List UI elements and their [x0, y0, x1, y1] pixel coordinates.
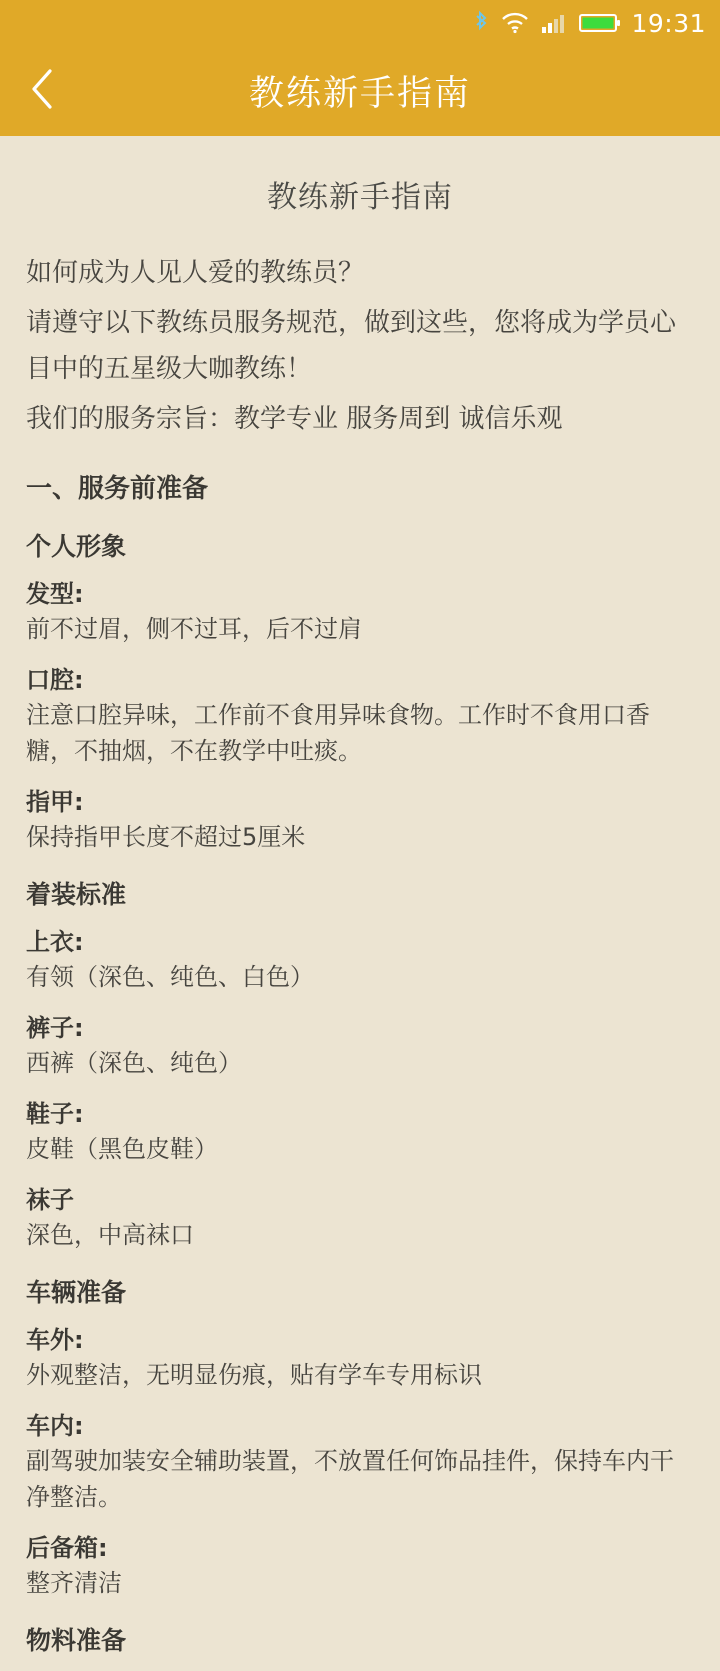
list-item [26, 925, 694, 995]
item-text: 注意口腔异味，工作前不食用异味食物。工作时不食用口香糖，不抽烟，不在教学中吐痰。 [26, 701, 650, 765]
document-title: 教练新手指南 [267, 180, 453, 215]
list-item [26, 1183, 694, 1253]
list-item [26, 1323, 694, 1393]
item-label: 袜子 [26, 1186, 74, 1214]
page-title: 教练新手指南 [248, 74, 471, 114]
group-heading-dress-code: 着装标准 [26, 880, 127, 909]
group-heading-materials-prep: 物料准备 [26, 1626, 127, 1655]
item-label: 口腔: [26, 666, 84, 694]
list-item [26, 663, 694, 769]
wifi-icon [501, 12, 529, 34]
item-text: 西裤（深色、纯色） [26, 1049, 242, 1077]
item-label: 车内: [26, 1412, 84, 1440]
status-icons [473, 10, 621, 36]
battery-icon [579, 12, 621, 34]
item-label: 裤子: [26, 1014, 84, 1042]
item-label: 后备箱: [26, 1534, 108, 1562]
item-text: 副驾驶加装安全辅助装置，不放置任何饰品挂件，保持车内干净整洁。 [26, 1447, 674, 1511]
status-time: 19:31 [631, 8, 706, 38]
list-item [26, 1011, 694, 1081]
back-chevron-icon [29, 67, 55, 115]
list-item [26, 577, 694, 647]
section-heading-1: 一、服务前准备 [26, 474, 209, 504]
intro-line-2: 请遵守以下教练员服务规范，做到这些，您将成为学员心目中的五星级大咖教练！ [26, 308, 677, 384]
bluetooth-icon [473, 10, 489, 36]
intro-line-1: 如何成为人见人爱的教练员？ [26, 258, 365, 288]
item-text: 前不过眉，侧不过耳，后不过肩 [26, 615, 362, 643]
item-text: 外观整洁，无明显伤痕，贴有学车专用标识 [26, 1361, 482, 1389]
group-heading-vehicle-prep: 车辆准备 [26, 1278, 127, 1307]
item-label: 指甲: [26, 788, 84, 816]
item-label: 发型: [26, 580, 84, 608]
back-button[interactable] [0, 46, 84, 136]
item-text: 保持指甲长度不超过5厘米 [26, 823, 306, 851]
item-label: 鞋子: [26, 1100, 84, 1128]
signal-icon [541, 12, 567, 34]
list-item [26, 1531, 694, 1601]
article-content[interactable] [0, 136, 720, 1671]
item-text: 整齐清洁 [26, 1569, 122, 1597]
item-text: 有领（深色、纯色、白色） [26, 963, 314, 991]
list-item [26, 1097, 694, 1167]
item-text: 皮鞋（黑色皮鞋） [26, 1135, 218, 1163]
status-bar [0, 0, 720, 46]
app-bar [0, 46, 720, 136]
intro-line-3: 我们的服务宗旨：教学专业 服务周到 诚信乐观 [26, 404, 563, 434]
item-text: 深色，中高袜口 [26, 1221, 194, 1249]
list-item [26, 785, 694, 855]
item-label: 上衣: [26, 928, 84, 956]
item-label: 车外: [26, 1326, 84, 1354]
list-item [26, 1409, 694, 1515]
group-heading-personal-image: 个人形象 [26, 532, 127, 561]
